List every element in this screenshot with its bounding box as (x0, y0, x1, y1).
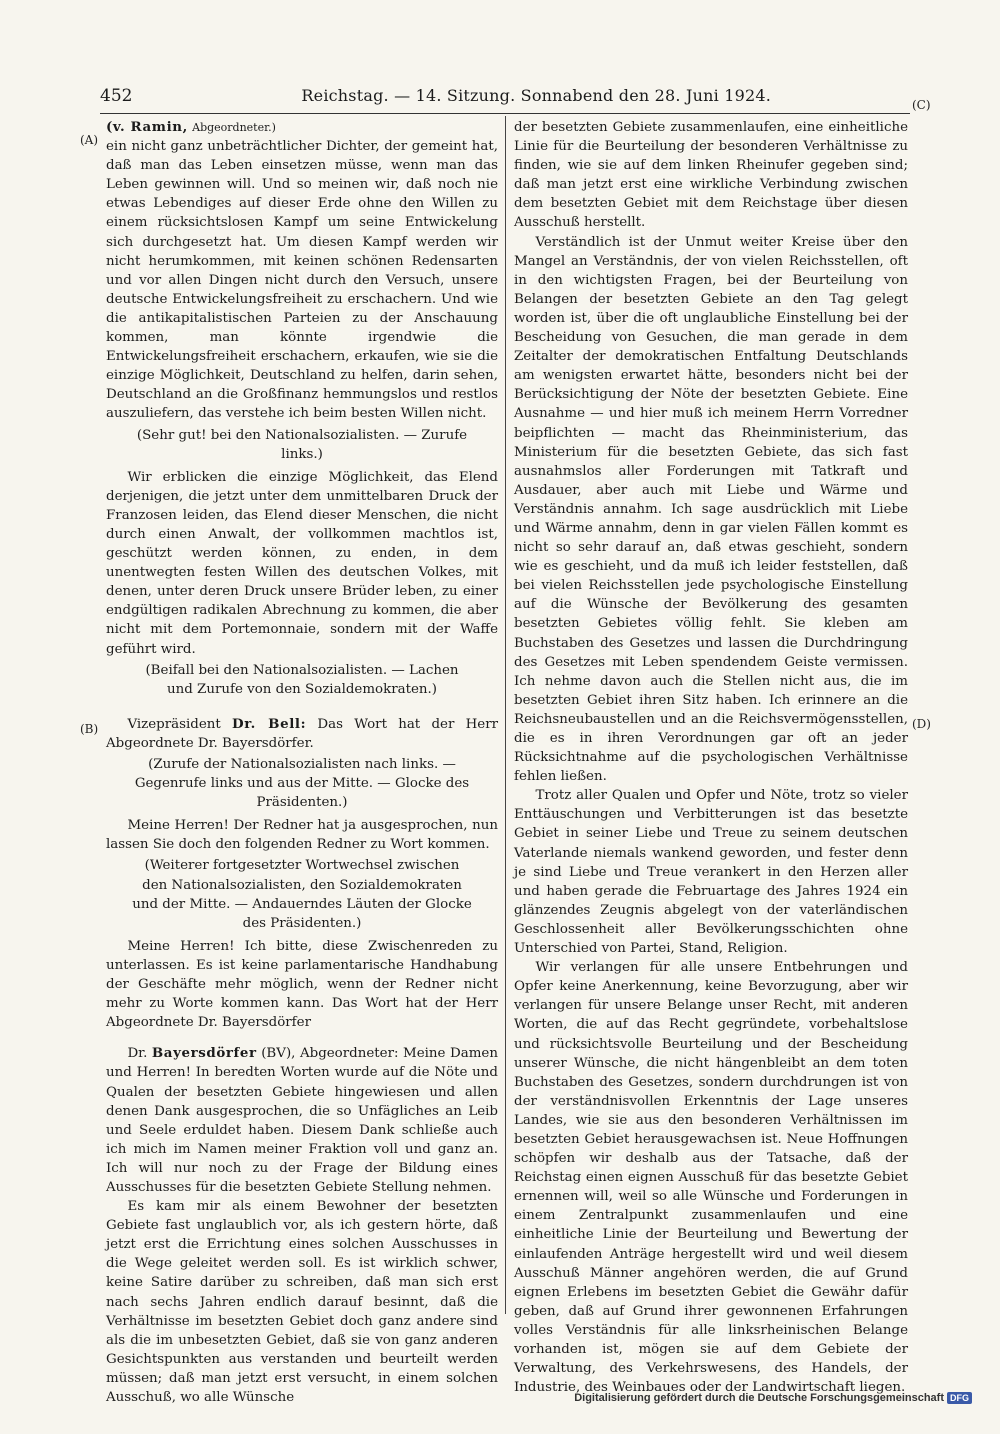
speaker-ref-name: (v. Ramin, (106, 119, 188, 135)
margin-marker-a: (A) (80, 133, 99, 147)
speaker-prefix: Dr. (127, 1046, 148, 1062)
speech-opening (106, 1044, 498, 1197)
paragraph: Verständlich ist der Unmut weiter Kreise über den Mangel an Verständnis, der von vielen Reichsstellen, oft in den wichtigsten Fragen, bei der Beurteilung von Belangen der besetzten Gebiete an den Tag gelegt worden ist, über die oft unglaubliche Einstellung bei der Bescheidung von Gesuchen, die man gerade in dem Zeitalter der demokratischen Entfaltung Deutschlands am wenigsten erwartet hätte, besonders nicht bei der Berücksichtigung der Nöte der besetzten Gebiete. Eine Ausnahme — und hier muß ich meinem Herrn Vorredner beipflichten — macht das Rheinministerium, das Ministerium für die besetzten Gebiete, das sich fast ausnahmslos aller Forderungen mit Tatkraft und Ausdauer, aber auch mit Liebe und Wärme und Verständnis annahm. Ich sage ausdrücklich mit Liebe und Wärme annahm, denn in gar vielen Fällen kommt es nicht so sehr darauf an, daß etwas geschieht, sondern wie es geschieht, und da muß ich leider feststellen, daß bei vielen Reichsstellen jede psychologische Einstellung auf die Wünsche der Bevölkerung des gesamten besetzten Gebietes völlig fehlt. Sie kleben am Buchstaben des Gesetzes und lassen die Durchdringung des Gesetzes mit Leben spendendem Geiste vermissen. Ich nehme davon auch die Stellen nicht aus, die im besetzten Gebiet ihren Sitz haben. Ich erinnere an die Reichsneubaustellen und an die Reichsvermögensstellen, die es in ihren Verordnungen gar oft an jeder Rücksichtnahme auf die psychologischen Verhältnisse fehlen ließen. (514, 234, 908, 785)
paragraph: ein nicht ganz unbeträchtlicher Dichter, der gemeint hat, daß man das Leben einsetzen müsse, wenn man das Leben gewinnen will. Und so meinen wir, daß noch nie etwas Lebendiges auf dieser Erde ohne den Willen zu einem rücksichtslosen Kampf um seine Entwickelung sich durchgesetzt hat. Um diesen Kampf werden wir nicht herumkommen, mit keinen schönen Redensarten und vor allen Dingen nicht durch den Versuch, unsere deutsche Entwickelungsfreiheit zu erschachern. Und wie die antikapitalistischen Parteien zu der Anschauung kommen, man könnte irgendwie die Entwickelungsfreiheit erschachern, erkaufen, wie sie die einzige Möglichkeit, Deutschland zu helfen, darin sehen, Deutschland an die Großfinanz hemmungslos und restlos auszuliefern, das verstehe ich beim besten Willen nicht. (106, 139, 498, 422)
margin-marker-b: (B) (80, 722, 99, 736)
speech-text: (BV), Abgeordneter: Meine Damen und Herren! In beredten Worten wurde auf die Nöte und Qualen der besetzten Gebiete hingewiesen und allen denen Dank ausgesprochen, die so Unfägliches an Leib und Seele erduldet haben. Diesem Dank schließe auch ich mich im Namen meiner Fraktion voll und ganz an. Ich will nur noch zu der Frage der Bildung eines Ausschusses für die besetzten Gebiete Stellung nehmen. (106, 1046, 498, 1195)
header-rule (100, 113, 910, 114)
left-column (106, 118, 498, 1407)
margin-marker-d: (D) (912, 717, 931, 731)
paragraph: Wir erblicken die einzige Möglichkeit, das Elend derjenigen, die jetzt unter dem unmittelbaren Druck der Franzosen leiden, das Elend dieser Menschen, die nicht durch einen Anwalt, der vollkommen machtlos ist, geschützt werden können, zu enden, in dem unentwegten festen Willen des deutschen Volkes, mit denen, unter deren Druck unsere Brüder leben, zu einer endgültigen radikalen Abrechnung zu kommen, die aber nicht mit dem Portemonnaie, sondern mit der Waffe geführt wird. (106, 469, 498, 657)
paragraph: Meine Herren! Ich bitte, diese Zwischenreden zu unterlassen. Es ist keine parlamentarische Handhabung der Geschäfte mehr möglich, wenn der Redner nicht mehr zu Worte kommen kann. Das Wort hat der Herr Abgeordnete Dr. Bayersdörfer (106, 938, 498, 1031)
column-divider (505, 116, 506, 1314)
speaker-ref (106, 118, 498, 137)
interjection: (Beifall bei den Nationalsozialisten. — Lachen und Zurufe von den Sozialdemokraten.) (145, 662, 459, 697)
speaker-ref-role: Abgeordneter.) (192, 121, 276, 134)
digitization-credit (574, 1392, 972, 1404)
interjection: (Weiterer fortgesetzter Wortwechsel zwischen den Nationalsozialisten, den Sozialdemokraten und der Mitte. — Andauerndes Läuten der Glocke des Präsidenten.) (132, 858, 472, 931)
speaker-name: Bayersdörfer (151, 1045, 257, 1062)
vp-text: Das Wort hat der Herr Abgeordnete Dr. Bayersdörfer. (106, 716, 499, 751)
margin-marker-c: (C) (912, 98, 931, 112)
vp-name: Dr. Bell: (232, 715, 307, 732)
vp-prefix: Vizepräsident (127, 716, 221, 732)
page-number: 452 (100, 86, 133, 106)
paragraph: Trotz aller Qualen und Opfer und Nöte, trotz so vieler Enttäuschungen und Verbitterungen ist das besetzte Gebiet in seiner Liebe und Treue zu seinem deutschen Vaterlande niemals wankend geworden, und fester denn je sind Liebe und Treue verankert in den Herzen aller und haben gerade die Februartage des Jahres 1924 ein glänzendes Zeugnis abgelegt von der vaterländischen Geschlossenheit aller Bevölkerungsschichten ohne Unterschied von Partei, Stand, Religion. (514, 788, 908, 957)
paragraph: der besetzten Gebiete zusammenlaufen, eine einheitliche Linie für die Beurteilung der besonderen Verhältnisse zu finden, wie sie auf dem linken Rheinufer gegeben sind; daß man jetzt erst eine wirkliche Verbindung zwischen dem besetzten Gebiet mit dem Reichstage über diesen Ausschuß herstellt. (514, 120, 908, 231)
paragraph: Es kam mir als einem Bewohner der besetzten Gebiete fast unglaublich vor, als ich gestern hörte, daß jetzt erst die Errichtung eines solchen Ausschusses in die Wege geleitet werden soll. Es ist wirklich schwer, keine Satire darüber zu schreiben, daß man sich erst nach sechs Jahren endlich darauf besinnt, daß die Verhältnisse im besetzten Gebiet doch ganz andere sind als die im unbesetzten Gebiet, daß sie von ganz anderen Gesichtspunkten aus verstanden und beurteilt werden müssen; daß man jetzt erst versucht, in einem solchen Ausschuß, wo alle Wünsche (106, 1199, 498, 1405)
paragraph: Wir verlangen für alle unsere Entbehrungen und Opfer keine Anerkennung, keine Bevorzugung, aber wir verlangen für unsere Belange unser Recht, mit anderen Worten, die auf das Recht gegründete, vorbehaltslose und rücksichtsvolle Beurteilung und der Bescheidung unserer Wünsche, die nicht hängenbleibt an dem toten Buchstaben des Gesetzes, sondern durchdrungen ist von der verständnisvollen Erkenntnis der Lage unseres Landes, wie sie aus den besonderen Verhältnissen im besetzten Gebiet herausgewachsen ist. Neue Hoffnungen schöpfen wir deshalb aus der Tatsache, daß der Reichstag einen eignen Ausschuß für das besetzte Gebiet ernennen will, weil so alle Wünsche und Forderungen in einem Zentralpunkt zusammenlaufen und eine einheitliche Linie der Beurteilung und Bewertung der einlaufenden Anträge hergestellt wird und weil diesem Ausschuß Männer angehören werden, die auf Grund eignen Erlebens im besetzten Gebiet die Gewähr dafür geben, daß auf Grund ihrer gewonnenen Erfahrungen volles Verständnis für alle linksrheinischen Belange vorhanden ist, mögen sie auf dem Gebiete der Verwaltung, des Verkehrswesens, des Handels, der Industrie, des Weinbaues oder der Landwirtschaft liegen. (514, 960, 908, 1396)
dfg-logo-icon: DFG (947, 1392, 972, 1404)
header-title: Reichstag. — 14. Sitzung. Sonnabend den 28. Juni 1924. (301, 86, 772, 105)
page-header (100, 86, 910, 112)
right-column (514, 118, 908, 1397)
credit-text: Digitalisierung gefördert durch die Deutsche Forschungsgemeinschaft (574, 1392, 944, 1404)
interjection: (Sehr gut! bei den Nationalsozialisten. — Zurufe links.) (136, 427, 468, 462)
vice-president-statement (106, 715, 498, 753)
interjection: (Zurufe der Nationalsozialisten nach links. — Gegenrufe links und aus der Mitte. — Glocke des Präsidenten.) (134, 757, 470, 811)
paragraph: Meine Herren! Der Redner hat ja ausgesprochen, nun lassen Sie doch den folgenden Redner zu Wort kommen. (106, 818, 498, 853)
